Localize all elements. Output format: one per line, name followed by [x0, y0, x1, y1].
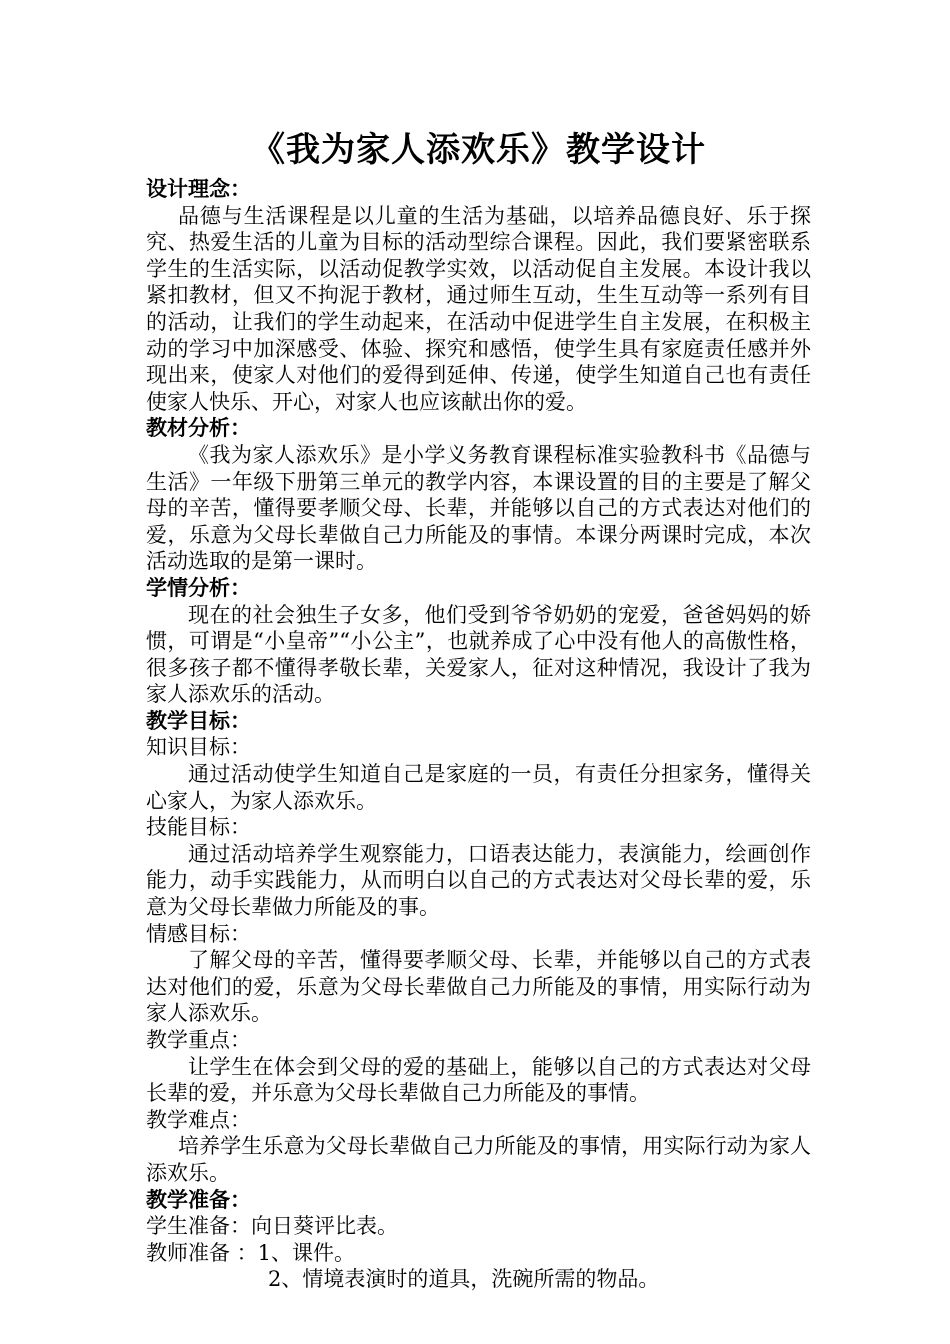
paragraph-difficulty: 培养学生乐意为父母长辈做自己力所能及的事情，用实际行动为家人添欢乐。: [146, 1134, 811, 1185]
paragraph-knowledge-goal: 通过活动使学生知道自己是家庭的一员，有责任分担家务，懂得关心家人，为家人添欢乐。: [146, 762, 811, 813]
teacher-preparation: 教师准备 ：1、课件。: [146, 1240, 356, 1265]
document-page: [146, 128, 811, 1293]
paragraph-key-point: 让学生在体会到父母的爱的基础上，能够以自己的方式表达对父母长辈的爱，并乐意为父母长辈做自己力所能及的事情。: [146, 1054, 811, 1106]
heading-student-analysis: 学情分析：: [146, 574, 251, 600]
paragraph-material-analysis: 《我为家人添欢乐》是小学义务教育课程标准实验教科书《品德与生活》一年级下册第三单元的教学内容，本课设置的目的主要是了解父母的辛苦，懂得要孝顺父母、长辈，并能够以自己的方式表达对他们的爱，乐意为父母长辈做自己力所能及的事情。本课分两课时完成，本次活动选取的是第一课时。: [146, 442, 811, 574]
teacher-preparation-item-2: 2、情境表演时的道具，洗碗所需的物品。: [268, 1267, 660, 1292]
label-knowledge-goal: 知识目标：: [146, 735, 251, 760]
paragraph-skill-goal: 通过活动培养学生观察能力，口语表达能力，表演能力，绘画创作能力，动手实践能力，从而明白以自己的方式表达对父母长辈的爱，乐意为父母长辈做力所能及的事。: [146, 841, 811, 920]
label-skill-goal: 技能目标：: [146, 815, 251, 840]
heading-preparation: 教学准备：: [146, 1186, 251, 1212]
label-emotion-goal: 情感目标：: [146, 921, 251, 946]
heading-design-concept: 设计理念：: [146, 176, 251, 201]
paragraph-student-analysis: 现在的社会独生子女多，他们受到爷爷奶奶的宠爱，爸爸妈妈的娇惯，可谓是“小皇帝”“小公主”，也就养成了心中没有他人的高傲性格，很多孩子都不懂得孝敬长辈，关爱家人，征对这种情况，我设计了我为家人添欢乐的活动。: [146, 602, 811, 707]
heading-material-analysis: 教材分析：: [146, 415, 251, 441]
document-title: 《我为家人添欢乐》教学设计: [251, 130, 706, 170]
paragraph-emotion-goal: 了解父母的辛苦，懂得要孝顺父母、长辈，并能够以自己的方式表达对他们的爱，乐意为父母长辈做自己力所能及的事情，用实际行动为家人添欢乐。: [146, 948, 811, 1026]
label-key-point: 教学重点：: [146, 1028, 251, 1052]
student-preparation: 学生准备：向日葵评比表。: [146, 1214, 398, 1239]
paragraph-design-concept: 品德与生活课程是以儿童的生活为基础，以培养品德良好、乐于探究、热爱生活的儿童为目标的活动型综合课程。因此，我们要紧密联系学生的生活实际，以活动促教学实效，以活动促自主发展。本设计我以紧扣教材，但又不拘泥于教材，通过师生互动，生生互动等一系列有目的活动，让我们的学生动起来，在活动中促进学生自主发展，在积极主动的学习中加深感受、体验、探究和感悟，使学生具有家庭责任感并外现出来，使家人对他们的爱得到延伸、传递，使学生知道自己也有责任使家人快乐、开心，对家人也应该献出你的爱。: [146, 203, 811, 414]
heading-teaching-goals: 教学目标：: [146, 707, 251, 733]
label-difficulty: 教学难点：: [146, 1107, 251, 1132]
